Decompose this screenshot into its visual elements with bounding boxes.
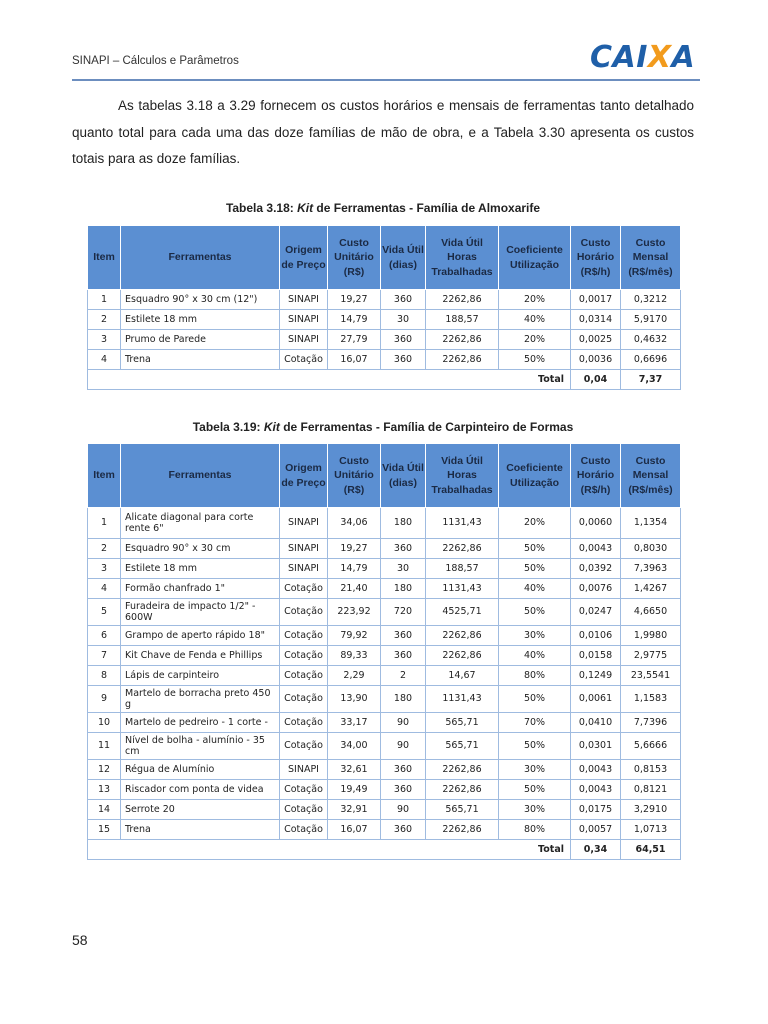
table2-caption <box>72 420 694 434</box>
table-row <box>88 800 681 820</box>
table1-header-row <box>88 226 681 290</box>
table-cell: 3 <box>88 559 121 579</box>
total-row <box>88 840 681 860</box>
tool-name-cell: Prumo de Parede <box>121 330 280 350</box>
tool-name-cell: Lápis de carpinteiro <box>121 666 280 686</box>
table-cell: 0,1249 <box>571 666 621 686</box>
table-cell: 30% <box>499 626 571 646</box>
table-cell: Cotação <box>280 686 328 713</box>
table-cell: 14 <box>88 800 121 820</box>
table-cell: 565,71 <box>426 800 499 820</box>
page-number: 58 <box>72 932 88 948</box>
column-header: Custo Unitário (R$) <box>328 444 381 508</box>
column-header: Item <box>88 444 121 508</box>
table-cell: 0,0301 <box>571 733 621 760</box>
table-cell: 565,71 <box>426 713 499 733</box>
table-cell: 0,8121 <box>621 780 681 800</box>
table-cell: 2262,86 <box>426 330 499 350</box>
total-hourly-cost: 0,04 <box>571 370 621 390</box>
column-header: Origem de Preço <box>280 444 328 508</box>
tool-name-cell: Kit Chave de Fenda e Phillips <box>121 646 280 666</box>
table-cell: 2262,86 <box>426 646 499 666</box>
table-cell: 180 <box>381 508 426 539</box>
table-cell: 14,79 <box>328 310 381 330</box>
table-cell: Cotação <box>280 780 328 800</box>
table-cell: 2262,86 <box>426 626 499 646</box>
table-row <box>88 310 681 330</box>
column-header: Item <box>88 226 121 290</box>
table-cell: 360 <box>381 330 426 350</box>
table-row <box>88 350 681 370</box>
table-cell: 11 <box>88 733 121 760</box>
table2-caption-prefix: Tabela 3.19: <box>192 420 264 434</box>
table-cell: 70% <box>499 713 571 733</box>
logo-text-end: A <box>671 40 696 75</box>
table-cell: 2262,86 <box>426 290 499 310</box>
table-cell: Cotação <box>280 350 328 370</box>
table-cell: Cotação <box>280 646 328 666</box>
table-cell: Cotação <box>280 733 328 760</box>
table-cell: 0,0025 <box>571 330 621 350</box>
table-cell: 23,5541 <box>621 666 681 686</box>
table-cell: 33,17 <box>328 713 381 733</box>
table-cell: 50% <box>499 539 571 559</box>
tool-name-cell: Esquadro 90° x 30 cm <box>121 539 280 559</box>
column-header: Custo Horário (R$/h) <box>571 444 621 508</box>
table-cell: 223,92 <box>328 599 381 626</box>
logo-text-accent: X <box>647 40 672 75</box>
table-cell: 360 <box>381 626 426 646</box>
table-cell: 32,91 <box>328 800 381 820</box>
column-header: Ferramentas <box>121 444 280 508</box>
table-row <box>88 780 681 800</box>
table-row <box>88 508 681 539</box>
table2-caption-suffix: de Ferramentas - Família de Carpinteiro de Formas <box>279 420 574 434</box>
table-cell: 565,71 <box>426 733 499 760</box>
table-cell: 360 <box>381 820 426 840</box>
tool-name-cell: Esquadro 90° x 30 cm (12") <box>121 290 280 310</box>
tool-name-cell: Trena <box>121 350 280 370</box>
table-cell: 80% <box>499 666 571 686</box>
table2-body <box>88 508 681 860</box>
table-cell: 8 <box>88 666 121 686</box>
table-cell: 3,2910 <box>621 800 681 820</box>
table-cell: 180 <box>381 579 426 599</box>
total-monthly-cost: 7,37 <box>621 370 681 390</box>
tool-name-cell: Régua de Alumínio <box>121 760 280 780</box>
table-cell: 19,27 <box>328 539 381 559</box>
table-cell: Cotação <box>280 599 328 626</box>
table-cell: 2262,86 <box>426 350 499 370</box>
table-cell: 4 <box>88 350 121 370</box>
column-header: Ferramentas <box>121 226 280 290</box>
table-cell: 2262,86 <box>426 780 499 800</box>
table-cell: SINAPI <box>280 539 328 559</box>
table-cell: 1,1583 <box>621 686 681 713</box>
table-cell: 0,0076 <box>571 579 621 599</box>
total-row <box>88 370 681 390</box>
table-cell: 5 <box>88 599 121 626</box>
table-carpinteiro-formas <box>87 443 681 860</box>
table-cell: 1 <box>88 508 121 539</box>
table-row <box>88 539 681 559</box>
table-cell: 90 <box>381 733 426 760</box>
table-cell: 30 <box>381 559 426 579</box>
table-cell: 360 <box>381 760 426 780</box>
table-cell: 4525,71 <box>426 599 499 626</box>
table-row <box>88 666 681 686</box>
table-cell: 360 <box>381 350 426 370</box>
table-cell: 50% <box>499 780 571 800</box>
table-cell: 5,9170 <box>621 310 681 330</box>
table-cell: 80% <box>499 820 571 840</box>
table-row <box>88 820 681 840</box>
table-cell: 2 <box>88 539 121 559</box>
table-cell: 0,8153 <box>621 760 681 780</box>
table-row <box>88 626 681 646</box>
table-cell: Cotação <box>280 713 328 733</box>
table-cell: SINAPI <box>280 760 328 780</box>
table-cell: 7,7396 <box>621 713 681 733</box>
tool-name-cell: Grampo de aperto rápido 18" <box>121 626 280 646</box>
table-cell: 13 <box>88 780 121 800</box>
table-cell: 6 <box>88 626 121 646</box>
table-cell: 19,49 <box>328 780 381 800</box>
tool-name-cell: Alicate diagonal para corte rente 6" <box>121 508 280 539</box>
caixa-logo <box>590 40 695 75</box>
table-cell: 30 <box>381 310 426 330</box>
tool-name-cell: Formão chanfrado 1" <box>121 579 280 599</box>
table-cell: 14,67 <box>426 666 499 686</box>
table-cell: 14,79 <box>328 559 381 579</box>
table-cell: 1,9980 <box>621 626 681 646</box>
table-cell: 2 <box>381 666 426 686</box>
table-row <box>88 579 681 599</box>
table-cell: 2262,86 <box>426 820 499 840</box>
table-cell: 2,9775 <box>621 646 681 666</box>
table2-header-row <box>88 444 681 508</box>
table-cell: 21,40 <box>328 579 381 599</box>
table-cell: 19,27 <box>328 290 381 310</box>
table-cell: 16,07 <box>328 350 381 370</box>
table-cell: SINAPI <box>280 559 328 579</box>
table-cell: 34,00 <box>328 733 381 760</box>
table-cell: 50% <box>499 733 571 760</box>
table-cell: 7,3963 <box>621 559 681 579</box>
intro-paragraph: As tabelas 3.18 a 3.29 fornecem os custos horários e mensais de ferramentas tanto detalhado quanto total para cada uma das doze famílias de mão de obra, e a Tabela 3.30 apresenta os custos totais para as doze famílias. <box>72 98 694 166</box>
total-label: Total <box>88 840 571 860</box>
table-cell: Cotação <box>280 579 328 599</box>
table-cell: 0,0247 <box>571 599 621 626</box>
tool-name-cell: Nível de bolha - alumínio - 35 cm <box>121 733 280 760</box>
table-cell: 360 <box>381 646 426 666</box>
total-monthly-cost: 64,51 <box>621 840 681 860</box>
table-cell: 4,6650 <box>621 599 681 626</box>
table-cell: 50% <box>499 350 571 370</box>
tool-name-cell: Martelo de borracha preto 450 g <box>121 686 280 713</box>
tool-name-cell: Riscador com ponta de videa <box>121 780 280 800</box>
table-cell: SINAPI <box>280 310 328 330</box>
table-cell: SINAPI <box>280 508 328 539</box>
table-cell: 188,57 <box>426 310 499 330</box>
table1-body <box>88 290 681 390</box>
table-cell: 0,0060 <box>571 508 621 539</box>
table-cell: 1131,43 <box>426 508 499 539</box>
table-cell: 0,0043 <box>571 760 621 780</box>
table-cell: 0,4632 <box>621 330 681 350</box>
table-cell: 30% <box>499 760 571 780</box>
table-row <box>88 559 681 579</box>
tool-name-cell: Serrote 20 <box>121 800 280 820</box>
table-cell: 1,4267 <box>621 579 681 599</box>
table-cell: 0,0410 <box>571 713 621 733</box>
table-cell: Cotação <box>280 820 328 840</box>
table-cell: Cotação <box>280 626 328 646</box>
table-cell: 0,0043 <box>571 780 621 800</box>
table-cell: 0,3212 <box>621 290 681 310</box>
table-cell: 0,0057 <box>571 820 621 840</box>
column-header: Vida Útil (dias) <box>381 444 426 508</box>
table-row <box>88 330 681 350</box>
table-cell: 30% <box>499 800 571 820</box>
tool-name-cell: Estilete 18 mm <box>121 310 280 330</box>
table-cell: 50% <box>499 599 571 626</box>
table1-caption-italic: Kit <box>297 201 314 215</box>
table-cell: 360 <box>381 290 426 310</box>
table-cell: 20% <box>499 330 571 350</box>
table-row <box>88 686 681 713</box>
table-cell: 50% <box>499 559 571 579</box>
table-cell: 1 <box>88 290 121 310</box>
table-cell: 2262,86 <box>426 760 499 780</box>
table-cell: 12 <box>88 760 121 780</box>
table-row <box>88 760 681 780</box>
table-cell: Cotação <box>280 666 328 686</box>
table-cell: 40% <box>499 310 571 330</box>
table-cell: 0,0043 <box>571 539 621 559</box>
total-label: Total <box>88 370 571 390</box>
table-cell: 0,0061 <box>571 686 621 713</box>
table-cell: 10 <box>88 713 121 733</box>
table-cell: 7 <box>88 646 121 666</box>
table-cell: 50% <box>499 686 571 713</box>
table-cell: 15 <box>88 820 121 840</box>
table-row <box>88 290 681 310</box>
table-cell: 40% <box>499 579 571 599</box>
tool-name-cell: Furadeira de impacto 1/2" - 600W <box>121 599 280 626</box>
table-cell: 2262,86 <box>426 539 499 559</box>
table2-caption-italic: Kit <box>263 420 280 434</box>
column-header: Custo Horário (R$/h) <box>571 226 621 290</box>
table-cell: 180 <box>381 686 426 713</box>
tool-name-cell: Trena <box>121 820 280 840</box>
tool-name-cell: Estilete 18 mm <box>121 559 280 579</box>
table-cell: 360 <box>381 780 426 800</box>
table1-caption-suffix: de Ferramentas - Família de Almoxarife <box>313 201 541 215</box>
table-cell: 0,8030 <box>621 539 681 559</box>
logo-text-main: CAI <box>590 40 648 75</box>
table-cell: 27,79 <box>328 330 381 350</box>
column-header: Custo Mensal (R$/mês) <box>621 226 681 290</box>
table-almoxarife <box>87 225 681 390</box>
column-header: Coeficiente Utilização <box>499 226 571 290</box>
table-cell: 16,07 <box>328 820 381 840</box>
header-divider <box>72 79 700 81</box>
table-cell: 20% <box>499 290 571 310</box>
column-header: Vida Útil Horas Trabalhadas <box>426 444 499 508</box>
table-row <box>88 733 681 760</box>
table-cell: 0,0017 <box>571 290 621 310</box>
column-header: Custo Unitário (R$) <box>328 226 381 290</box>
column-header: Vida Útil Horas Trabalhadas <box>426 226 499 290</box>
table-row <box>88 599 681 626</box>
table-cell: 79,92 <box>328 626 381 646</box>
table-cell: 1,1354 <box>621 508 681 539</box>
column-header: Origem de Preço <box>280 226 328 290</box>
table-cell: 20% <box>499 508 571 539</box>
table-cell: 0,0106 <box>571 626 621 646</box>
table-cell: 188,57 <box>426 559 499 579</box>
table-cell: 1,0713 <box>621 820 681 840</box>
table-cell: SINAPI <box>280 290 328 310</box>
table-cell: 9 <box>88 686 121 713</box>
table-cell: 1131,43 <box>426 686 499 713</box>
table1-caption-prefix: Tabela 3.18: <box>225 201 298 215</box>
table-cell: 360 <box>381 539 426 559</box>
table1-caption <box>72 201 694 215</box>
table-cell: 89,33 <box>328 646 381 666</box>
table-row <box>88 713 681 733</box>
table-cell: 720 <box>381 599 426 626</box>
tool-name-cell: Martelo de pedreiro - 1 corte - <box>121 713 280 733</box>
table-cell: 4 <box>88 579 121 599</box>
table-cell: Cotação <box>280 800 328 820</box>
column-header: Coeficiente Utilização <box>499 444 571 508</box>
document-title: SINAPI – Cálculos e Parâmetros <box>72 55 239 67</box>
table-cell: 32,61 <box>328 760 381 780</box>
table-cell: 90 <box>381 713 426 733</box>
table-cell: 2,29 <box>328 666 381 686</box>
table-cell: 40% <box>499 646 571 666</box>
total-hourly-cost: 0,34 <box>571 840 621 860</box>
table-cell: 2 <box>88 310 121 330</box>
table-cell: 0,0175 <box>571 800 621 820</box>
table-row <box>88 646 681 666</box>
table-cell: 13,90 <box>328 686 381 713</box>
table-cell: 1131,43 <box>426 579 499 599</box>
table-cell: 34,06 <box>328 508 381 539</box>
column-header: Vida Útil (dias) <box>381 226 426 290</box>
table-cell: 0,0392 <box>571 559 621 579</box>
column-header: Custo Mensal (R$/mês) <box>621 444 681 508</box>
table-cell: 0,6696 <box>621 350 681 370</box>
table-cell: SINAPI <box>280 330 328 350</box>
table-cell: 3 <box>88 330 121 350</box>
table-cell: 5,6666 <box>621 733 681 760</box>
table-cell: 0,0036 <box>571 350 621 370</box>
table-cell: 90 <box>381 800 426 820</box>
table-cell: 0,0314 <box>571 310 621 330</box>
table-cell: 0,0158 <box>571 646 621 666</box>
